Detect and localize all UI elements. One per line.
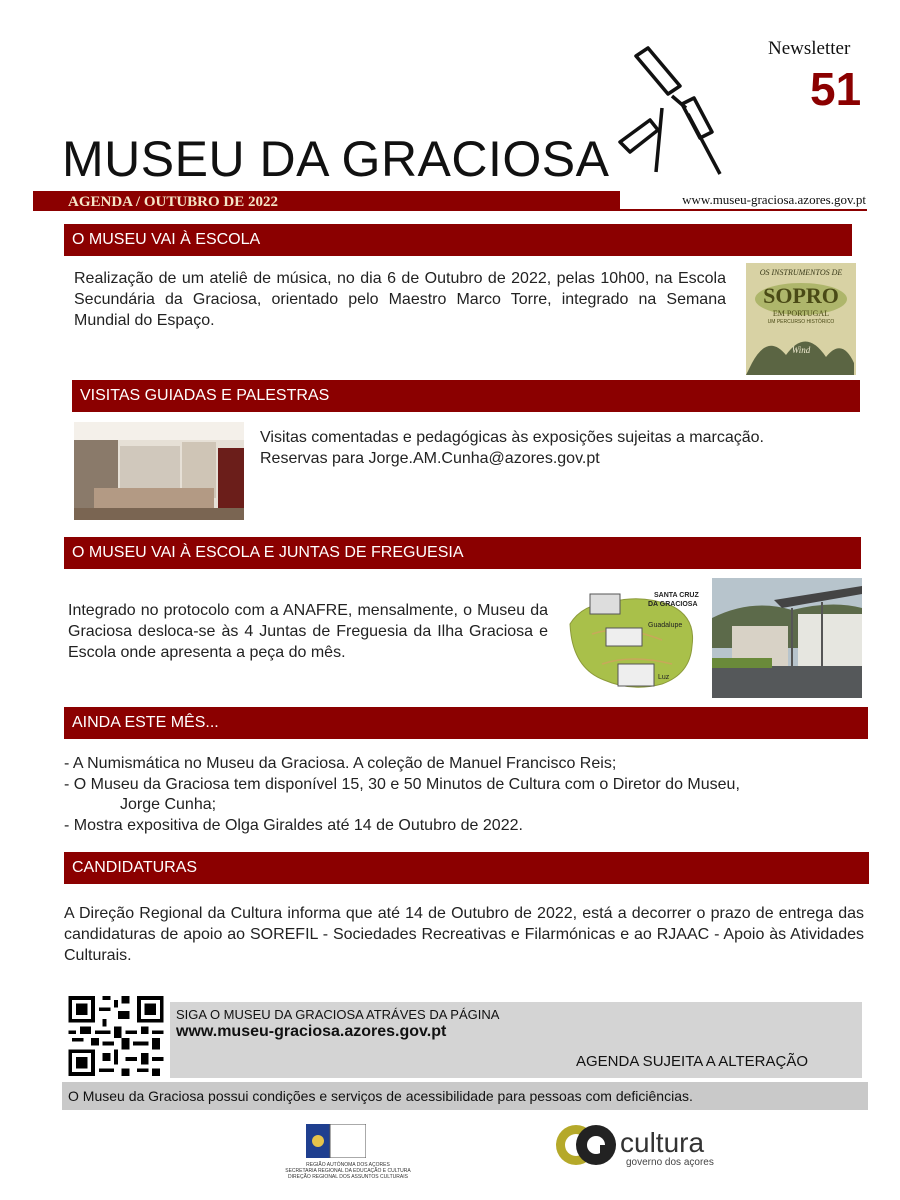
poster-line2: SOPRO [763, 283, 839, 308]
poster-line1: OS INSTRUMENTOS DE [759, 268, 843, 277]
azores-flag-icon [306, 1124, 366, 1158]
map-label-graciosa: DA GRACIOSA [648, 601, 698, 608]
poster-line4: UM PERCURSO HISTÓRICO [767, 319, 835, 325]
school-building-photo [712, 578, 862, 698]
gov-logo-line1: REGIÃO AUTÓNOMA DOS AÇORES [306, 1162, 390, 1168]
header-website-link[interactable]: www.museu-graciosa.azores.gov.pt [620, 191, 870, 209]
list-item: - O Museu da Graciosa tem disponível 15, 30 e 50 Minutos de Cultura com o Diretor do Museu, [64, 775, 740, 793]
accessibility-notice: O Museu da Graciosa possui condições e serviços de acessibilidade para pessoas com deficiências. [62, 1082, 868, 1110]
visits-text-line1: Visitas comentadas e pedagógicas às exposições sujeitas a marcação. [260, 429, 764, 446]
map-label-santa-cruz: SANTA CRUZ [654, 592, 699, 599]
map-label-luz: Luz [658, 674, 670, 681]
newsletter-number: 51 [810, 63, 862, 115]
agenda-notice: AGENDA SUJEITA A ALTERAÇÃO [576, 1053, 809, 1070]
qr-code-icon[interactable] [66, 996, 166, 1076]
list-item: - Mostra expositiva de Olga Giraldes até 14 de Outubro de 2022. [64, 816, 523, 834]
cultura-logo-icon [554, 1122, 618, 1168]
section-title-applications: CANDIDATURAS [64, 852, 869, 884]
section-title-school: O MUSEU VAI À ESCOLA [64, 224, 852, 256]
list-item: - A Numismática no Museu da Graciosa. A coleção de Manuel Francisco Reis; [64, 755, 617, 772]
newsletter-label: Newsletter [768, 38, 851, 59]
windmill-logo-icon [598, 44, 728, 184]
applications-text: A Direção Regional da Cultura informa que até 14 de Outubro de 2022, está a decorrer o prazo de entrega das candidaturas de apoio ao SOREFIL - Sociedades Recreativas e Filarmónicas e ao RJAAC - Apoio às Atividades Culturais. [64, 905, 864, 964]
section-title-visits: VISITAS GUIADAS E PALESTRAS [72, 380, 860, 412]
map-label-guadalupe: Guadalupe [648, 622, 683, 629]
school-text: Realização de um ateliê de música, no dia 6 de Outubro de 2022, pelas 10h00, na Escola Secundária da Graciosa, orientado pelo Maestro Marco Torre, integrado na Semana Mundial do Espaço. [74, 270, 726, 329]
visits-reservation-email[interactable]: Reservas para Jorge.AM.Cunha@azores.gov.pt [260, 450, 600, 467]
section-title-parishes: O MUSEU VAI À ESCOLA E JUNTAS DE FREGUESIA [64, 537, 861, 569]
cultura-logo-word: cultura [620, 1127, 705, 1158]
gov-logo-line3: DIREÇÃO REGIONAL DOS ASSUNTOS CULTURAIS [288, 1174, 408, 1180]
cultura-logo-subtitle: governo dos açores [626, 1157, 714, 1168]
section-title-this-month: AINDA ESTE MÊS... [64, 707, 868, 739]
this-month-list [64, 754, 874, 836]
footer-website-link[interactable]: www.museu-graciosa.azores.gov.pt [176, 1023, 447, 1040]
azores-government-logo [268, 1124, 428, 1184]
museum-exhibition-photo [74, 422, 244, 520]
follow-text: SIGA O MUSEU DA GRACIOSA ATRÁVES DA PÁGINA [176, 1007, 500, 1022]
list-item: Jorge Cunha; [120, 796, 217, 813]
poster-line5: Wind [791, 345, 811, 355]
graciosa-map-image [562, 584, 706, 694]
gov-logo-line2: SECRETARIA REGIONAL DA EDUCAÇÃO E CULTURA [285, 1168, 411, 1174]
museum-title: MUSEU DA GRACIOSA [62, 131, 610, 187]
poster-line3: EM PORTUGAL [772, 309, 830, 318]
parishes-text: Integrado no protocolo com a ANAFRE, mensalmente, o Museu da Graciosa desloca-se às 4 Juntas de Freguesia da Ilha Graciosa e Escola onde apresenta a peça do mês. [68, 602, 548, 661]
sopro-poster-image [746, 263, 856, 375]
agenda-label: AGENDA / OUTUBRO DE 2022 [68, 194, 279, 210]
